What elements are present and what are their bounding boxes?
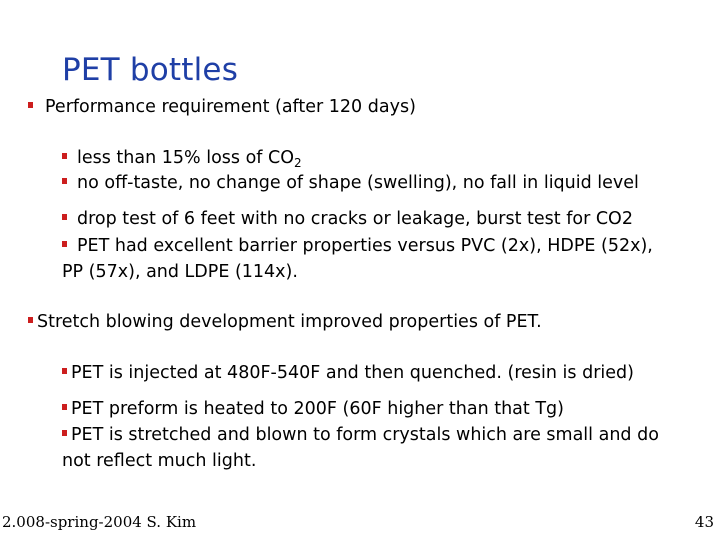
bullet-performance	[28, 96, 416, 118]
sub-bullet-text: less than 15% loss of CO	[77, 148, 295, 168]
bullet-marker	[62, 430, 67, 436]
sub-bullet-co2-loss	[62, 147, 302, 174]
sub-bullet-stretched	[62, 424, 659, 446]
bullet-marker	[62, 241, 67, 247]
sub-bullet-text: drop test of 6 feet with no cracks or leakage, burst test for CO2	[77, 209, 633, 229]
sub-bullet-barrier	[62, 235, 653, 257]
sub-bullet-text: no off-taste, no change of shape (swelling), no fall in liquid level	[77, 173, 639, 193]
bullet-marker	[28, 317, 33, 323]
bullet-marker	[62, 214, 67, 220]
sub-bullet-stretched-continued: not reflect much light.	[62, 451, 257, 471]
sub-bullet-text: PET is injected at 480F-540F and then quenched. (resin is dried)	[71, 363, 634, 383]
bullet-marker	[28, 102, 33, 108]
bullet-text: Stretch blowing development improved properties of PET.	[37, 312, 542, 332]
sub-bullet-preform	[62, 398, 564, 420]
sub-bullet-text: PET is stretched and blown to form crystals which are small and do	[71, 425, 659, 445]
sub-bullet-off-taste	[62, 172, 639, 194]
sub-bullet-text: PET had excellent barrier properties versus PVC (2x), HDPE (52x),	[77, 236, 653, 256]
footer-course-label: 2.008-spring-2004 S. Kim	[2, 513, 197, 531]
slide-title: PET bottles	[62, 52, 239, 88]
subscript-2: 2	[294, 156, 302, 170]
footer-page-number: 43	[694, 513, 714, 531]
bullet-marker	[62, 404, 67, 410]
bullet-marker	[62, 178, 67, 184]
bullet-marker	[62, 153, 67, 159]
sub-bullet-barrier-continued: PP (57x), and LDPE (114x).	[62, 262, 298, 282]
sub-bullet-injected	[62, 362, 634, 384]
bullet-marker	[62, 368, 67, 374]
bullet-stretch-blowing	[28, 311, 542, 333]
bullet-text: Performance requirement (after 120 days)	[45, 97, 416, 117]
sub-bullet-drop-test	[62, 208, 633, 230]
sub-bullet-text: PET preform is heated to 200F (60F higher than that Tg)	[71, 399, 564, 419]
